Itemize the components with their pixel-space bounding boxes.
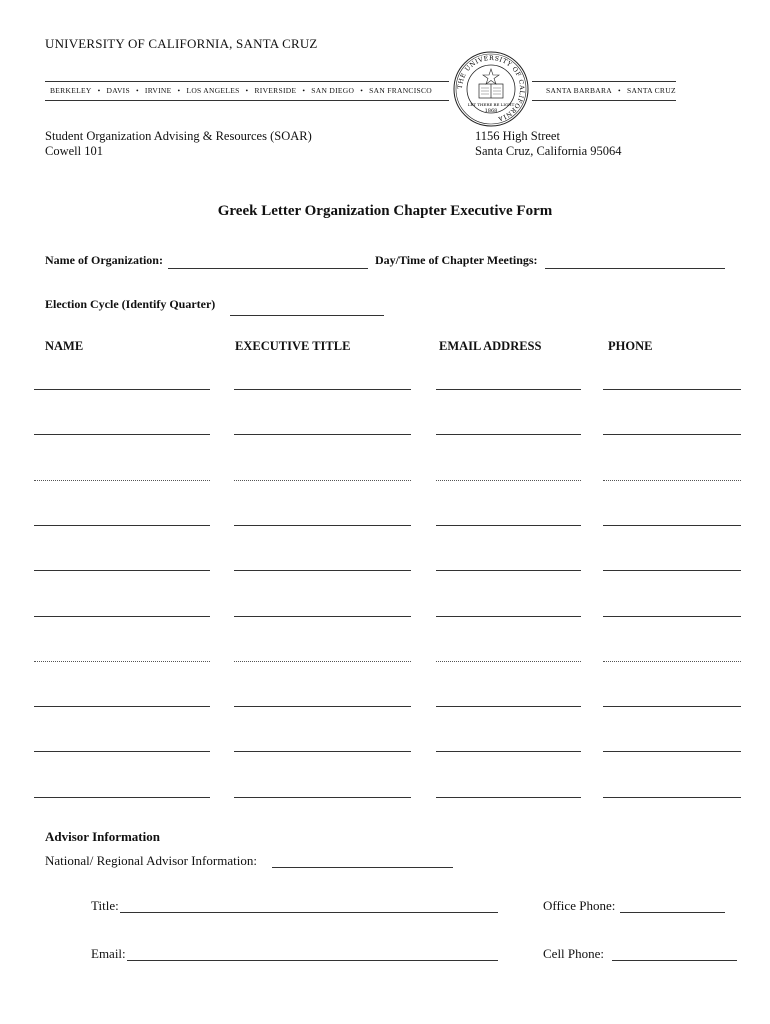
campus-name: SAN DIEGO [311, 86, 355, 95]
advisor-email-input[interactable] [127, 946, 498, 961]
campus-name: SANTA BARBARA [546, 86, 613, 95]
row-name-field[interactable] [34, 389, 210, 390]
street-address [475, 129, 622, 159]
campus-separator: • [302, 86, 306, 95]
column-header-email: EMAIL ADDRESS [439, 339, 542, 353]
campus-name: RIVERSIDE [254, 86, 297, 95]
row-email-field[interactable] [436, 706, 581, 707]
row-email-field[interactable] [436, 480, 581, 481]
campus-list-left [50, 86, 432, 95]
row-phone-field[interactable] [603, 525, 741, 526]
row-executive-title-field[interactable] [234, 751, 411, 752]
university-name: UNIVERSITY OF CALIFORNIA, SANTA CRUZ [45, 36, 318, 51]
seal-motto: LET THERE BE LIGHT [467, 102, 515, 107]
campus-name: LOS ANGELES [186, 86, 240, 95]
row-email-field[interactable] [436, 797, 581, 798]
row-name-field[interactable] [34, 751, 210, 752]
row-executive-title-field[interactable] [234, 434, 411, 435]
cell-phone-input[interactable] [612, 946, 737, 961]
row-name-field[interactable] [34, 797, 210, 798]
row-phone-field[interactable] [603, 434, 741, 435]
campus-separator: • [245, 86, 249, 95]
national-advisor-input[interactable] [272, 853, 453, 868]
row-executive-title-field[interactable] [234, 616, 411, 617]
row-phone-field[interactable] [603, 480, 741, 481]
advisor-heading: Advisor Information [45, 829, 160, 844]
street-line: 1156 High Street [475, 129, 560, 143]
office-line-2: Cowell 101 [45, 144, 103, 158]
column-header-executive-title: EXECUTIVE TITLE [235, 339, 351, 353]
campus-name: IRVINE [144, 86, 172, 95]
row-name-field[interactable] [34, 434, 210, 435]
advisor-email-label: Email: [91, 946, 126, 961]
row-phone-field[interactable] [603, 706, 741, 707]
university-seal-icon [452, 50, 530, 128]
row-name-field[interactable] [34, 525, 210, 526]
national-advisor-label: National/ Regional Advisor Information: [45, 853, 257, 868]
office-phone-label: Office Phone: [543, 898, 616, 913]
row-email-field[interactable] [436, 751, 581, 752]
row-name-field[interactable] [34, 616, 210, 617]
row-name-field[interactable] [34, 661, 210, 662]
office-address [45, 129, 312, 159]
row-name-field[interactable] [34, 570, 210, 571]
org-name-label: Name of Organization: [45, 253, 163, 267]
row-executive-title-field[interactable] [234, 706, 411, 707]
row-email-field[interactable] [436, 616, 581, 617]
election-cycle-label: Election Cycle (Identify Quarter) [45, 297, 216, 311]
row-phone-field[interactable] [603, 389, 741, 390]
row-email-field[interactable] [436, 661, 581, 662]
cell-phone-label: Cell Phone: [543, 946, 605, 961]
row-phone-field[interactable] [603, 751, 741, 752]
row-email-field[interactable] [436, 389, 581, 390]
column-header-phone: PHONE [608, 339, 653, 353]
election-cycle-input[interactable] [230, 301, 384, 316]
form-title: Greek Letter Organization Chapter Executive Form [217, 203, 553, 219]
city-line: Santa Cruz, California 95064 [475, 144, 622, 158]
row-executive-title-field[interactable] [234, 389, 411, 390]
row-executive-title-field[interactable] [234, 480, 411, 481]
meetings-label: Day/Time of Chapter Meetings: [375, 253, 538, 267]
header-rule-left-bottom [45, 100, 449, 101]
office-line-1: Student Organization Advising & Resources (SOAR) [45, 129, 312, 143]
row-phone-field[interactable] [603, 616, 741, 617]
campus-separator: • [177, 86, 181, 95]
row-name-field[interactable] [34, 706, 210, 707]
campus-separator: • [97, 86, 101, 95]
org-name-input[interactable] [168, 254, 368, 269]
header-rule-right-bottom [532, 100, 676, 101]
campus-name: SANTA CRUZ [626, 86, 676, 95]
row-phone-field[interactable] [603, 661, 741, 662]
header-rule-right-top [532, 81, 676, 82]
row-phone-field[interactable] [603, 797, 741, 798]
row-executive-title-field[interactable] [234, 525, 411, 526]
campus-name: BERKELEY [50, 86, 92, 95]
meetings-input[interactable] [545, 254, 725, 269]
seal-ring-text: THE UNIVERSITY OF CALIFORNIA [456, 54, 526, 123]
office-phone-input[interactable] [620, 898, 725, 913]
seal-year: 1868 [484, 108, 498, 114]
campus-list-right [546, 86, 676, 95]
row-email-field[interactable] [436, 570, 581, 571]
advisor-title-input[interactable] [120, 898, 498, 913]
row-phone-field[interactable] [603, 570, 741, 571]
column-header-name: NAME [45, 339, 84, 353]
row-executive-title-field[interactable] [234, 797, 411, 798]
row-executive-title-field[interactable] [234, 570, 411, 571]
advisor-title-label: Title: [91, 898, 119, 913]
campus-separator: • [618, 86, 621, 95]
row-name-field[interactable] [34, 480, 210, 481]
campus-name: SAN FRANCISCO [369, 86, 433, 95]
header-rule-left-top [45, 81, 449, 82]
row-email-field[interactable] [436, 434, 581, 435]
row-executive-title-field[interactable] [234, 661, 411, 662]
campus-name: DAVIS [106, 86, 130, 95]
campus-separator: • [135, 86, 139, 95]
campus-separator: • [360, 86, 364, 95]
row-email-field[interactable] [436, 525, 581, 526]
